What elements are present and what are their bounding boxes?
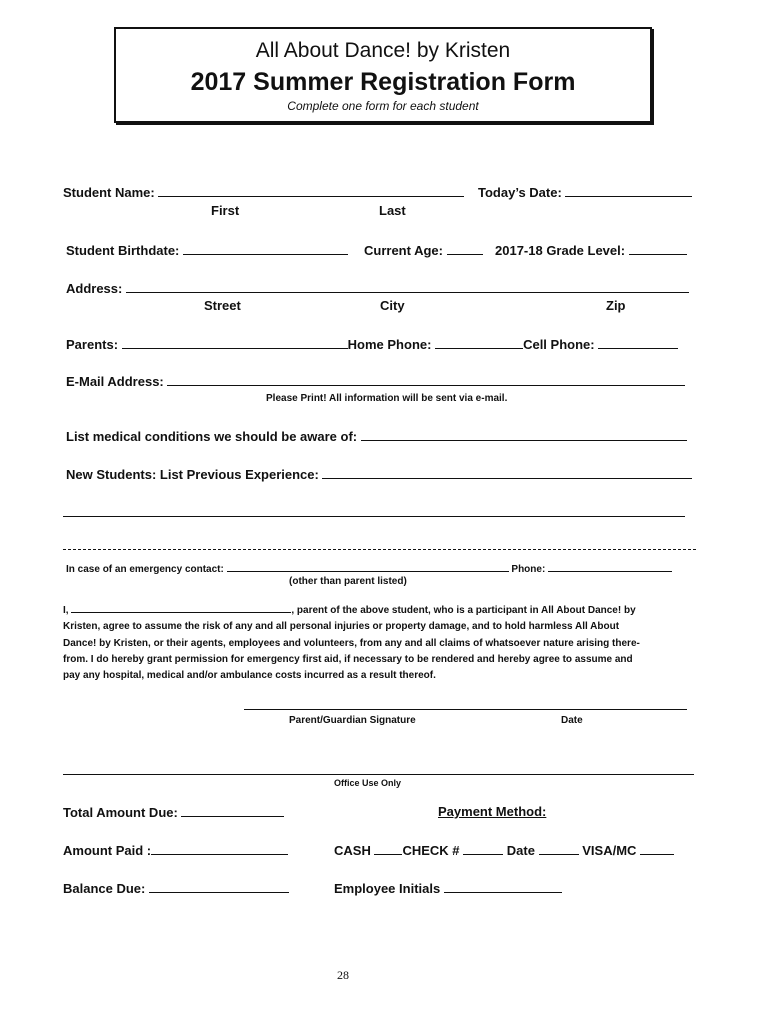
cash-field[interactable]	[374, 842, 402, 855]
signature-label: Parent/Guardian Signature	[289, 715, 416, 726]
total-due-field[interactable]	[181, 804, 284, 817]
current-age-field[interactable]	[447, 242, 483, 255]
amount-paid-row	[63, 842, 288, 858]
waiver-rest: , parent of the above student, who is a participant in All About Dance! by	[291, 605, 636, 616]
waiver-line-1	[63, 603, 703, 619]
current-age-row	[364, 242, 483, 258]
emergency-contact-label: In case of an emergency contact:	[66, 564, 224, 575]
student-name-field[interactable]	[158, 184, 464, 197]
emergency-row	[66, 561, 672, 575]
check-label: CHECK #	[402, 843, 460, 858]
student-name-label: Student Name:	[63, 185, 155, 200]
medical-label: List medical conditions we should be aware of:	[66, 429, 358, 444]
address-label: Address:	[66, 281, 123, 296]
cash-label: CASH	[334, 843, 371, 858]
experience-label: New Students: List Previous Experience:	[66, 467, 319, 482]
address-row	[66, 280, 689, 296]
experience-row	[66, 466, 692, 482]
experience-extra-line[interactable]	[63, 516, 685, 517]
employee-initials-label: Employee Initials	[334, 881, 441, 896]
waiver-name-field[interactable]	[71, 603, 291, 613]
email-row	[66, 373, 685, 389]
student-name-row	[63, 184, 464, 200]
grade-level-row	[495, 242, 687, 258]
check-number-field[interactable]	[463, 842, 503, 855]
waiver-paragraph	[63, 603, 703, 684]
office-use-label: Office Use Only	[334, 778, 402, 788]
email-note: Please Print! All information will be sent via e-mail.	[266, 393, 508, 404]
experience-field[interactable]	[322, 466, 692, 479]
payment-options-row	[334, 842, 674, 858]
birthdate-field[interactable]	[183, 242, 348, 255]
payment-method-heading: Payment Method:	[438, 804, 547, 819]
emergency-phone-label: Phone:	[511, 564, 546, 575]
parents-row	[66, 336, 678, 352]
dashed-divider	[63, 549, 696, 550]
waiver-line-2: Kristen, agree to assume the risk of any and all personal injuries or property damage, and to hold harmless All About	[63, 621, 620, 633]
grade-level-label: 2017-18 Grade Level:	[495, 243, 626, 258]
waiver-line-3: Dance! by Kristen, or their agents, employees and volunteers, from any and all claims of whatsoever nature arising there-	[63, 637, 640, 649]
date-label: Date	[506, 843, 535, 858]
form-subtitle: Complete one form for each student	[287, 99, 479, 113]
todays-date-row	[478, 184, 692, 200]
balance-due-row	[63, 880, 289, 896]
birthdate-label: Student Birthdate:	[66, 243, 180, 258]
office-divider	[63, 774, 694, 775]
waiver-intro: I,	[63, 605, 69, 616]
page-number: 28	[337, 968, 349, 982]
signature-date-label: Date	[561, 715, 583, 726]
medical-row	[66, 428, 687, 444]
medical-field[interactable]	[361, 428, 687, 441]
parents-field[interactable]	[122, 336, 348, 349]
grade-level-field[interactable]	[629, 242, 687, 255]
emergency-contact-field[interactable]	[227, 561, 509, 572]
emergency-note: (other than parent listed)	[289, 576, 407, 587]
balance-due-field[interactable]	[149, 880, 289, 893]
form-title: 2017 Summer Registration Form	[190, 68, 576, 96]
city-caption: City	[380, 298, 405, 313]
emergency-phone-field[interactable]	[548, 561, 672, 572]
birthdate-row	[66, 242, 348, 258]
last-caption: Last	[379, 203, 406, 218]
employee-initials-field[interactable]	[444, 880, 562, 893]
form-header	[114, 27, 652, 123]
zip-caption: Zip	[606, 298, 626, 313]
total-due-label: Total Amount Due:	[63, 805, 178, 820]
waiver-line-4: from. I do hereby grant permission for emergency first aid, if necessary to be rendered and hereby agree to assume and	[63, 653, 633, 665]
cell-phone-label: Cell Phone:	[523, 337, 595, 352]
total-due-row	[63, 804, 284, 820]
amount-paid-field[interactable]	[151, 842, 288, 855]
employee-initials-row	[334, 880, 562, 896]
visa-field[interactable]	[640, 842, 674, 855]
cell-phone-field[interactable]	[598, 336, 678, 349]
waiver-line-5: pay any hospital, medical and/or ambulance costs incurred as a result thereof.	[63, 670, 436, 682]
visa-label: VISA/MC	[582, 843, 637, 858]
parents-label: Parents:	[66, 337, 119, 352]
first-caption: First	[211, 203, 240, 218]
amount-paid-label: Amount Paid :	[63, 843, 152, 858]
email-label: E-Mail Address:	[66, 374, 164, 389]
todays-date-field[interactable]	[565, 184, 692, 197]
home-phone-field[interactable]	[435, 336, 523, 349]
balance-due-label: Balance Due:	[63, 881, 146, 896]
home-phone-label: Home Phone:	[347, 337, 432, 352]
payment-date-field[interactable]	[539, 842, 579, 855]
street-caption: Street	[204, 298, 241, 313]
current-age-label: Current Age:	[364, 243, 443, 258]
organization-name: All About Dance! by Kristen	[255, 39, 511, 62]
signature-line[interactable]	[244, 709, 687, 710]
todays-date-label: Today’s Date:	[478, 185, 562, 200]
address-field[interactable]	[126, 280, 689, 293]
email-field[interactable]	[167, 373, 685, 386]
